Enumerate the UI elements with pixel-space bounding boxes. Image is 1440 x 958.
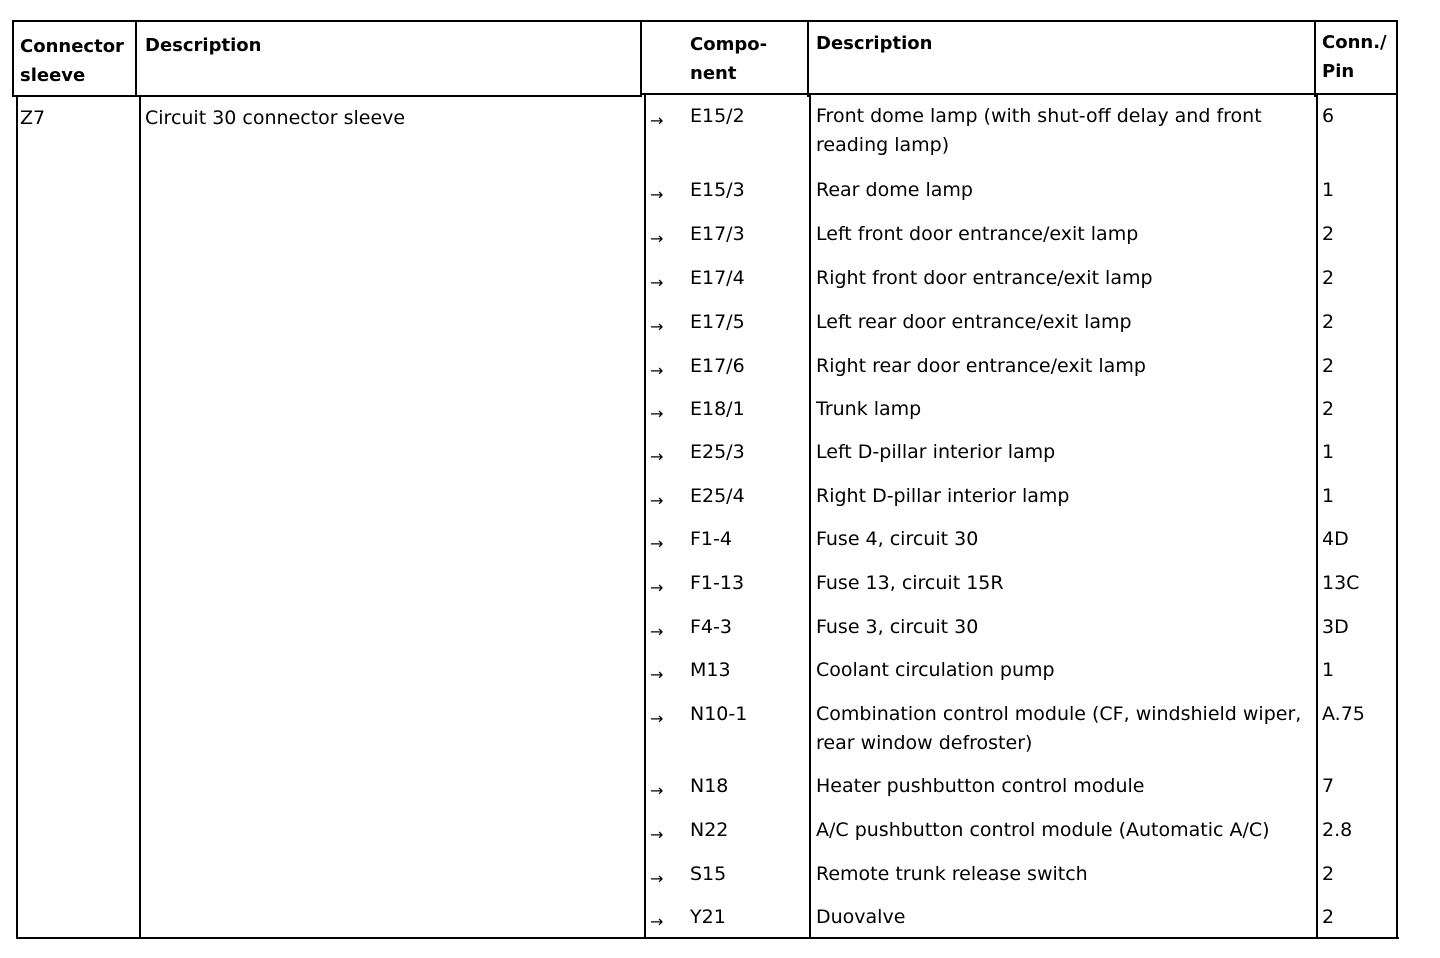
arrow-icon: →	[650, 665, 664, 684]
component-description: Duovalve	[816, 906, 906, 928]
component-code: Y21	[690, 906, 726, 928]
component-description: Coolant circulation pump	[816, 659, 1055, 681]
arrow-icon: →	[650, 709, 664, 728]
conn-pin: 2	[1322, 906, 1335, 928]
arrow-icon: →	[650, 317, 664, 336]
component-rows	[645, 0, 1405, 958]
header-conn-pin: Conn./ Pin	[1322, 32, 1387, 82]
component-code: F4-3	[690, 616, 732, 638]
arrow-icon: →	[650, 185, 664, 204]
arrow-icon: →	[650, 404, 664, 423]
component-description: Right front door entrance/exit lamp	[816, 267, 1153, 289]
conn-pin: 2	[1322, 355, 1335, 377]
component-description: Fuse 3, circuit 30	[816, 616, 979, 638]
component-code: N10-1	[690, 703, 748, 725]
conn-pin: 2	[1322, 398, 1335, 420]
component-description: Trunk lamp	[816, 398, 922, 420]
arrow-icon: →	[650, 912, 664, 931]
conn-pin: 2	[1322, 223, 1335, 245]
conn-pin: 2	[1322, 267, 1335, 289]
conn-pin: 3D	[1322, 616, 1349, 638]
conn-pin: 1	[1322, 179, 1335, 201]
conn-pin: 1	[1322, 659, 1335, 681]
component-code: E15/3	[690, 179, 745, 201]
conn-pin: 2	[1322, 311, 1335, 333]
arrow-icon: →	[650, 781, 664, 800]
conn-pin: 2	[1322, 863, 1335, 885]
component-description: Heater pushbutton control module	[816, 775, 1145, 797]
conn-pin: 7	[1322, 775, 1335, 797]
header-divider-left	[12, 95, 641, 97]
component-description: Right D-pillar interior lamp	[816, 485, 1070, 507]
conn-pin: 1	[1322, 441, 1335, 463]
column-border	[139, 95, 141, 939]
component-description: Left front door entrance/exit lamp	[816, 223, 1139, 245]
arrow-icon: →	[650, 578, 664, 597]
component-description: Rear dome lamp	[816, 179, 973, 201]
header-connector-sleeve: Connector sleeve	[20, 36, 124, 86]
arrow-icon: →	[650, 273, 664, 292]
arrow-icon: →	[650, 229, 664, 248]
arrow-icon: →	[650, 825, 664, 844]
column-border	[135, 20, 137, 97]
conn-pin: A.75	[1322, 703, 1365, 725]
conn-pin: 13C	[1322, 572, 1360, 594]
conn-pin: 1	[1322, 485, 1335, 507]
header-description-left: Description	[145, 35, 262, 56]
component-code: E25/3	[690, 441, 745, 463]
arrow-icon: →	[650, 869, 664, 888]
component-code: E15/2	[690, 105, 745, 127]
component-code: E17/3	[690, 223, 745, 245]
arrow-icon: →	[650, 534, 664, 553]
component-code: E17/5	[690, 311, 745, 333]
component-code: E17/6	[690, 355, 745, 377]
arrow-icon: →	[650, 361, 664, 380]
component-code: E17/4	[690, 267, 745, 289]
component-description: Front dome lamp (with shut-off delay and front reading lamp)	[816, 105, 1262, 156]
component-description: Fuse 4, circuit 30	[816, 528, 979, 550]
component-code: E25/4	[690, 485, 745, 507]
component-description: A/C pushbutton control module (Automatic A/C)	[816, 819, 1270, 841]
sleeve-id: Z7	[20, 107, 46, 129]
conn-pin: 4D	[1322, 528, 1349, 550]
header-component: Compo- nent	[690, 34, 768, 84]
component-code: M13	[690, 659, 731, 681]
sleeve-description: Circuit 30 connector sleeve	[145, 107, 406, 129]
component-code: F1-4	[690, 528, 732, 550]
component-description: Right rear door entrance/exit lamp	[816, 355, 1146, 377]
column-border	[16, 95, 18, 939]
column-border	[12, 20, 14, 97]
component-code: N18	[690, 775, 729, 797]
column-border	[640, 20, 642, 97]
header-description-right: Description	[816, 33, 933, 54]
arrow-icon: →	[650, 447, 664, 466]
arrow-icon: →	[650, 622, 664, 641]
arrow-icon: →	[650, 491, 664, 510]
component-code: S15	[690, 863, 727, 885]
component-description: Left D-pillar interior lamp	[816, 441, 1056, 463]
component-description: Remote trunk release switch	[816, 863, 1088, 885]
component-description: Combination control module (CF, windshield wiper, rear window defroster)	[816, 703, 1302, 754]
component-description: Left rear door entrance/exit lamp	[816, 311, 1132, 333]
conn-pin: 6	[1322, 105, 1335, 127]
conn-pin: 2.8	[1322, 819, 1353, 841]
component-code: N22	[690, 819, 729, 841]
arrow-icon: →	[650, 111, 664, 130]
component-code: E18/1	[690, 398, 745, 420]
component-description: Fuse 13, circuit 15R	[816, 572, 1004, 594]
component-code: F1-13	[690, 572, 745, 594]
